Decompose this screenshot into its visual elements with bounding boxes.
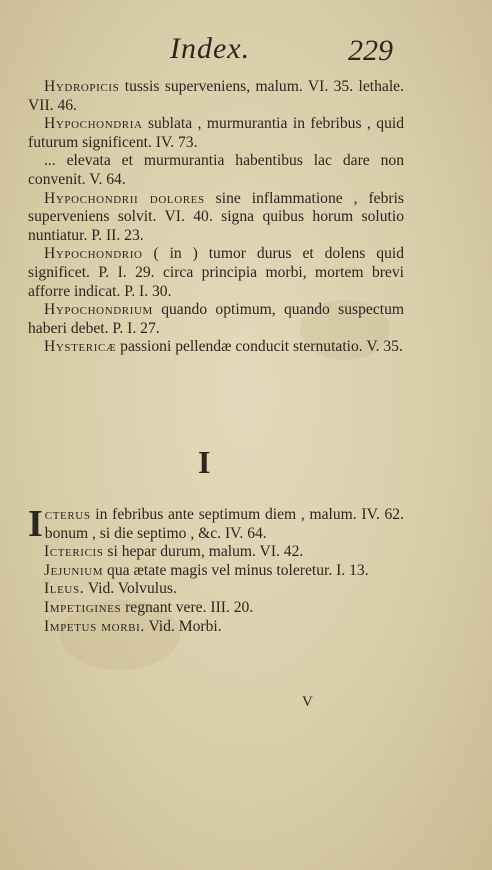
entry-text: sublata , murmurantia in febribus , quid futurum significent. IV. 73. [28,115,404,151]
drop-cap: I [28,503,43,545]
index-entry [28,599,404,618]
index-entry [28,152,404,189]
entry-headword: Jejunium [44,561,104,579]
catchword: V [302,694,313,710]
running-head: Index. [170,32,251,65]
entry-headword: Hypochondria [44,115,143,133]
index-entry [28,301,404,338]
entry-headword: Hypochondrium [44,301,153,319]
entry-text: ( in ) tumor durus et dolens quid significet. P. I. 29. circa principia morbi, mortem brevi afforre indicat. P. I. 30. [28,245,404,300]
entry-text: si hepar durum, malum. VI. 42. [103,543,304,561]
entry-text: regnant vere. III. 20. [121,598,254,616]
section-letter: I [198,444,211,480]
entry-headword: Impetigines [44,598,122,616]
index-entry [28,190,404,246]
index-entry [28,562,404,581]
entry-text: qua ætate magis vel minus toleretur. I. 13. [103,561,369,579]
entry-text: passioni pellendæ conducit sternutatio. V. 35. [116,338,403,356]
entry-text: tussis superveniens, malum. VI. 35. lethale. VII. 46. [28,78,404,114]
entry-headword: Impetus morbi. [44,617,145,635]
index-entry [28,580,404,599]
index-entry [28,618,404,637]
index-entry [28,543,404,562]
index-entries-i [28,503,404,636]
index-entry [28,78,404,115]
entry-headword: cterus [44,506,91,523]
index-entry [28,338,404,357]
index-entry [28,245,404,301]
entry-text: quando optimum, quando suspectum haberi debet. P. I. 27. [28,301,404,337]
entry-headword: Hydropicis [44,78,120,95]
entry-text: Vid. Volvulus. [84,580,177,598]
entry-text: in febribus ante septimum diem , malum. IV. 62. bonum , si die septimo , &c. IV. 64. [44,506,404,542]
entry-text: sine inflammatione , febris superveniens solvit. VI. 40. signa quibus horum solutio nuntiatur. P. II. 23. [28,189,404,244]
entry-headword: Ictericis [44,543,104,561]
page-number: 229 [348,34,393,67]
entry-headword: Ileus. [44,580,85,598]
entry-headword: Hypochondrii dolores [44,189,205,207]
index-entries [28,78,404,357]
entry-headword: Hypochondrio [44,245,143,263]
index-entry [28,115,404,152]
entry-text: ... elevata et murmurantia habentibus lac dare non convenit. V. 64. [28,152,404,188]
index-entry [28,503,404,545]
entry-headword: Hystericæ [44,338,117,356]
entry-text: Vid. Morbi. [144,617,222,635]
